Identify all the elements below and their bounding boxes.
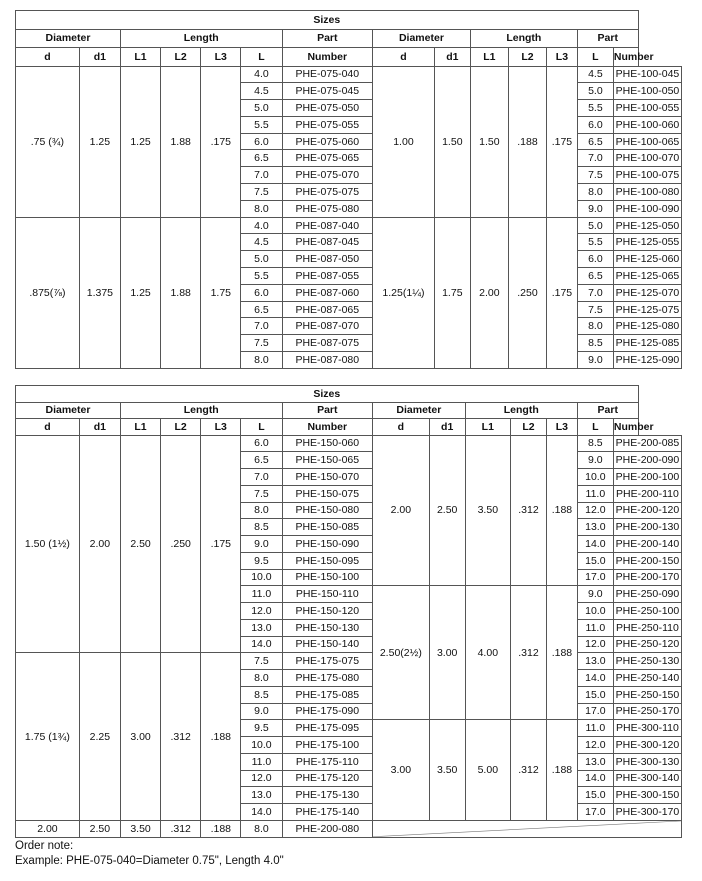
header-d1: d1 (79, 48, 120, 67)
part-number: PHE-075-055 (282, 116, 373, 133)
length-value: 4.5 (241, 234, 282, 251)
group-l3: .188 (201, 653, 241, 821)
length-value: 7.0 (577, 284, 613, 301)
part-number: PHE-150-100 (282, 569, 373, 586)
part-number: PHE-250-140 (613, 670, 681, 687)
part-number: PHE-300-140 (613, 770, 681, 787)
part-number: PHE-100-060 (613, 116, 681, 133)
part-number: PHE-075-050 (282, 100, 373, 117)
part-number: PHE-300-150 (613, 787, 681, 804)
header-l: L (241, 48, 282, 67)
part-number: PHE-175-080 (282, 670, 373, 687)
group-d: 2.00 (373, 435, 430, 586)
length-value: 8.0 (241, 200, 282, 217)
group-d1: 1.375 (79, 217, 120, 368)
header-l1: L1 (465, 419, 510, 436)
length-value: 14.0 (577, 770, 613, 787)
group-l2: .312 (510, 435, 546, 586)
blank-filler (373, 820, 682, 837)
group-l1: 1.50 (470, 66, 508, 217)
part-number: PHE-100-080 (613, 184, 681, 201)
length-value: 5.5 (577, 234, 613, 251)
group-l3: .188 (546, 435, 577, 586)
length-value: 8.5 (577, 435, 613, 452)
length-value: 13.0 (577, 519, 613, 536)
length-value: 9.0 (577, 452, 613, 469)
group-l3: .175 (201, 66, 241, 217)
length-value: 9.0 (241, 536, 282, 553)
part-number: PHE-125-075 (613, 301, 681, 318)
part-number: PHE-087-070 (282, 318, 373, 335)
length-value: 15.0 (577, 787, 613, 804)
part-number: PHE-175-100 (282, 737, 373, 754)
group-d1: 3.00 (429, 586, 465, 720)
group-d: 2.50(2½) (373, 586, 430, 720)
length-value: 10.0 (241, 737, 282, 754)
length-value: 10.0 (577, 603, 613, 620)
part-number: PHE-075-075 (282, 184, 373, 201)
header-diameter: Diameter (373, 402, 466, 419)
part-number: PHE-175-140 (282, 804, 373, 821)
table-title: Sizes (16, 11, 639, 30)
length-value: 5.0 (241, 251, 282, 268)
length-value: 6.5 (241, 150, 282, 167)
length-value: 8.5 (577, 335, 613, 352)
group-l2: .312 (510, 720, 546, 821)
length-value: 15.0 (577, 686, 613, 703)
length-value: 6.5 (241, 301, 282, 318)
length-value: 8.0 (241, 670, 282, 687)
part-number: PHE-087-075 (282, 335, 373, 352)
group-l3: .188 (201, 820, 241, 837)
header-l1: L1 (470, 48, 508, 67)
length-value: 6.0 (241, 435, 282, 452)
length-value: 13.0 (241, 619, 282, 636)
part-number: PHE-300-120 (613, 737, 681, 754)
part-number: PHE-125-070 (613, 284, 681, 301)
length-value: 8.0 (241, 352, 282, 369)
part-number: PHE-200-120 (613, 502, 681, 519)
length-value: 7.0 (241, 167, 282, 184)
length-value: 6.5 (577, 133, 613, 150)
header-l3: L3 (201, 419, 241, 436)
length-value: 12.0 (241, 603, 282, 620)
length-value: 9.5 (241, 552, 282, 569)
group-l2: .312 (161, 653, 201, 821)
length-value: 15.0 (577, 552, 613, 569)
header-d1: d1 (434, 48, 470, 67)
length-value: 8.0 (577, 184, 613, 201)
length-value: 6.0 (241, 133, 282, 150)
part-number: PHE-125-090 (613, 352, 681, 369)
header-l2: L2 (161, 48, 201, 67)
part-number: PHE-250-110 (613, 619, 681, 636)
header-l2: L2 (510, 419, 546, 436)
group-d1: 1.75 (434, 217, 470, 368)
part-number: PHE-087-055 (282, 268, 373, 285)
part-number: PHE-200-110 (613, 485, 681, 502)
length-value: 7.5 (241, 485, 282, 502)
part-number: PHE-100-050 (613, 83, 681, 100)
group-l3: .175 (201, 435, 241, 653)
header-diameter: Diameter (373, 29, 471, 48)
part-number: PHE-150-085 (282, 519, 373, 536)
part-number: PHE-100-045 (613, 66, 681, 83)
length-value: 9.0 (577, 200, 613, 217)
part-number: PHE-100-065 (613, 133, 681, 150)
header-length: Length (470, 29, 577, 48)
group-l2: .312 (510, 586, 546, 720)
length-value: 11.0 (241, 753, 282, 770)
length-value: 8.5 (241, 686, 282, 703)
group-d: .75 (¾) (16, 66, 80, 217)
length-value: 9.0 (577, 586, 613, 603)
part-number: PHE-087-050 (282, 251, 373, 268)
part-number: PHE-150-060 (282, 435, 373, 452)
header-l: L (577, 48, 613, 67)
group-l3: .175 (546, 217, 577, 368)
length-value: 8.0 (577, 318, 613, 335)
part-number: PHE-075-070 (282, 167, 373, 184)
length-value: 7.5 (577, 301, 613, 318)
length-value: 14.0 (241, 804, 282, 821)
part-number: PHE-100-090 (613, 200, 681, 217)
header-d: d (373, 419, 430, 436)
part-number: PHE-150-095 (282, 552, 373, 569)
length-value: 12.0 (241, 770, 282, 787)
length-value: 7.0 (241, 318, 282, 335)
part-number: PHE-100-070 (613, 150, 681, 167)
table-title: Sizes (16, 386, 639, 403)
part-number: PHE-250-130 (613, 653, 681, 670)
length-value: 5.0 (577, 83, 613, 100)
group-d: 1.50 (1½) (16, 435, 80, 653)
group-l2: .250 (161, 435, 201, 653)
length-value: 6.0 (241, 284, 282, 301)
length-value: 17.0 (577, 804, 613, 821)
part-number: PHE-175-095 (282, 720, 373, 737)
part-number: PHE-250-170 (613, 703, 681, 720)
group-l2: 1.88 (161, 217, 201, 368)
group-l3: 1.75 (201, 217, 241, 368)
header-diameter: Diameter (16, 402, 121, 419)
sizes-table-1 (15, 10, 682, 369)
part-number: PHE-200-150 (613, 552, 681, 569)
header-part: Part (282, 29, 373, 48)
part-number: PHE-150-080 (282, 502, 373, 519)
part-number: PHE-200-080 (282, 820, 373, 837)
length-value: 4.0 (241, 217, 282, 234)
length-value: 6.0 (577, 251, 613, 268)
length-value: 7.0 (577, 150, 613, 167)
part-number: PHE-250-090 (613, 586, 681, 603)
part-number: PHE-075-080 (282, 200, 373, 217)
part-number: PHE-200-090 (613, 452, 681, 469)
group-l1: 3.00 (120, 653, 160, 821)
part-number: PHE-150-090 (282, 536, 373, 553)
group-l1: 2.00 (470, 217, 508, 368)
part-number: PHE-125-085 (613, 335, 681, 352)
group-l2: .312 (161, 820, 201, 837)
part-number: PHE-250-100 (613, 603, 681, 620)
group-l1: 1.25 (120, 66, 160, 217)
header-length: Length (120, 29, 282, 48)
group-l2: 1.88 (161, 66, 201, 217)
length-value: 8.0 (241, 820, 282, 837)
header-l2: L2 (161, 419, 201, 436)
part-number: PHE-200-100 (613, 469, 681, 486)
group-l1: 4.00 (465, 586, 510, 720)
part-number: PHE-200-170 (613, 569, 681, 586)
part-number: PHE-175-110 (282, 753, 373, 770)
length-value: 6.5 (241, 452, 282, 469)
length-value: 17.0 (577, 703, 613, 720)
part-number: PHE-150-120 (282, 603, 373, 620)
part-number: PHE-150-130 (282, 619, 373, 636)
header-length: Length (465, 402, 577, 419)
part-number: PHE-300-170 (613, 804, 681, 821)
part-number: PHE-100-055 (613, 100, 681, 117)
header-l3: L3 (546, 48, 577, 67)
group-l3: .188 (546, 586, 577, 720)
part-number: PHE-087-045 (282, 234, 373, 251)
group-d1: 2.50 (79, 820, 120, 837)
length-value: 7.0 (241, 469, 282, 486)
length-value: 4.0 (241, 66, 282, 83)
length-value: 4.5 (241, 83, 282, 100)
part-number: PHE-087-040 (282, 217, 373, 234)
header-l1: L1 (120, 48, 160, 67)
length-value: 13.0 (241, 787, 282, 804)
part-number: PHE-150-140 (282, 636, 373, 653)
part-number: PHE-075-045 (282, 83, 373, 100)
part-number: PHE-150-065 (282, 452, 373, 469)
length-value: 11.0 (577, 485, 613, 502)
group-d: 3.00 (373, 720, 430, 821)
group-d: 2.00 (16, 820, 80, 837)
group-d: .875(⅞) (16, 217, 80, 368)
part-number: PHE-175-085 (282, 686, 373, 703)
part-number: PHE-075-065 (282, 150, 373, 167)
length-value: 13.0 (577, 653, 613, 670)
length-value: 14.0 (577, 670, 613, 687)
order-note-example: Example: PHE-075-040=Diameter 0.75", Length 4.0" (15, 855, 284, 867)
length-value: 7.5 (241, 335, 282, 352)
group-d: 1.25(1¼) (373, 217, 435, 368)
part-number: PHE-125-060 (613, 251, 681, 268)
header-part-number: Number (613, 48, 638, 67)
header-l2: L2 (508, 48, 546, 67)
length-value: 7.5 (241, 184, 282, 201)
group-l2: .188 (508, 66, 546, 217)
header-l: L (577, 419, 613, 436)
length-value: 5.0 (577, 217, 613, 234)
header-d1: d1 (79, 419, 120, 436)
length-value: 5.5 (577, 100, 613, 117)
header-part-number: Number (282, 419, 373, 436)
group-l1: 3.50 (465, 435, 510, 586)
part-number: PHE-075-060 (282, 133, 373, 150)
group-d1: 2.00 (79, 435, 120, 653)
group-d: 1.75 (1¾) (16, 653, 80, 821)
part-number: PHE-087-065 (282, 301, 373, 318)
part-number: PHE-175-130 (282, 787, 373, 804)
length-value: 6.5 (577, 268, 613, 285)
length-value: 12.0 (577, 636, 613, 653)
part-number: PHE-100-075 (613, 167, 681, 184)
length-value: 17.0 (577, 569, 613, 586)
header-d: d (16, 419, 80, 436)
part-number: PHE-175-075 (282, 653, 373, 670)
length-value: 7.5 (241, 653, 282, 670)
part-number: PHE-075-040 (282, 66, 373, 83)
order-note-label: Order note: (15, 840, 74, 852)
length-value: 12.0 (577, 502, 613, 519)
part-number: PHE-175-090 (282, 703, 373, 720)
length-value: 9.5 (241, 720, 282, 737)
length-value: 11.0 (577, 720, 613, 737)
part-number: PHE-125-055 (613, 234, 681, 251)
header-l3: L3 (201, 48, 241, 67)
header-l: L (241, 419, 282, 436)
group-l1: 2.50 (120, 435, 160, 653)
header-diameter: Diameter (16, 29, 121, 48)
length-value: 14.0 (241, 636, 282, 653)
length-value: 5.5 (241, 116, 282, 133)
header-part: Part (577, 29, 638, 48)
part-number: PHE-087-080 (282, 352, 373, 369)
header-d: d (373, 48, 435, 67)
group-l2: .250 (508, 217, 546, 368)
part-number: PHE-125-080 (613, 318, 681, 335)
part-number: PHE-150-070 (282, 469, 373, 486)
length-value: 6.0 (577, 116, 613, 133)
part-number: PHE-300-130 (613, 753, 681, 770)
length-value: 8.0 (241, 502, 282, 519)
header-d1: d1 (429, 419, 465, 436)
part-number: PHE-150-075 (282, 485, 373, 502)
header-part: Part (282, 402, 373, 419)
part-number: PHE-175-120 (282, 770, 373, 787)
part-number: PHE-200-140 (613, 536, 681, 553)
group-l1: 5.00 (465, 720, 510, 821)
part-number: PHE-250-120 (613, 636, 681, 653)
part-number: PHE-200-130 (613, 519, 681, 536)
group-d1: 1.25 (79, 66, 120, 217)
group-d: 1.00 (373, 66, 435, 217)
header-part-number: Number (282, 48, 373, 67)
part-number: PHE-300-110 (613, 720, 681, 737)
group-d1: 2.25 (79, 653, 120, 821)
header-l1: L1 (120, 419, 160, 436)
length-value: 13.0 (577, 753, 613, 770)
group-d1: 1.50 (434, 66, 470, 217)
length-value: 11.0 (241, 586, 282, 603)
part-number: PHE-087-060 (282, 284, 373, 301)
length-value: 10.0 (241, 569, 282, 586)
length-value: 12.0 (577, 737, 613, 754)
length-value: 10.0 (577, 469, 613, 486)
part-number: PHE-250-150 (613, 686, 681, 703)
length-value: 5.5 (241, 268, 282, 285)
length-value: 8.5 (241, 519, 282, 536)
group-l1: 3.50 (120, 820, 160, 837)
part-number: PHE-200-085 (613, 435, 681, 452)
length-value: 9.0 (577, 352, 613, 369)
group-l3: .175 (546, 66, 577, 217)
header-part-number: Number (613, 419, 638, 436)
length-value: 9.0 (241, 703, 282, 720)
header-length: Length (120, 402, 282, 419)
header-d: d (16, 48, 80, 67)
length-value: 11.0 (577, 619, 613, 636)
length-value: 14.0 (577, 536, 613, 553)
length-value: 4.5 (577, 66, 613, 83)
group-l1: 1.25 (120, 217, 160, 368)
header-l3: L3 (546, 419, 577, 436)
sizes-table-2 (15, 385, 682, 838)
length-value: 7.5 (577, 167, 613, 184)
length-value: 5.0 (241, 100, 282, 117)
part-number: PHE-125-065 (613, 268, 681, 285)
group-l3: .188 (546, 720, 577, 821)
part-number: PHE-125-050 (613, 217, 681, 234)
header-part: Part (577, 402, 638, 419)
group-d1: 3.50 (429, 720, 465, 821)
part-number: PHE-150-110 (282, 586, 373, 603)
group-d1: 2.50 (429, 435, 465, 586)
